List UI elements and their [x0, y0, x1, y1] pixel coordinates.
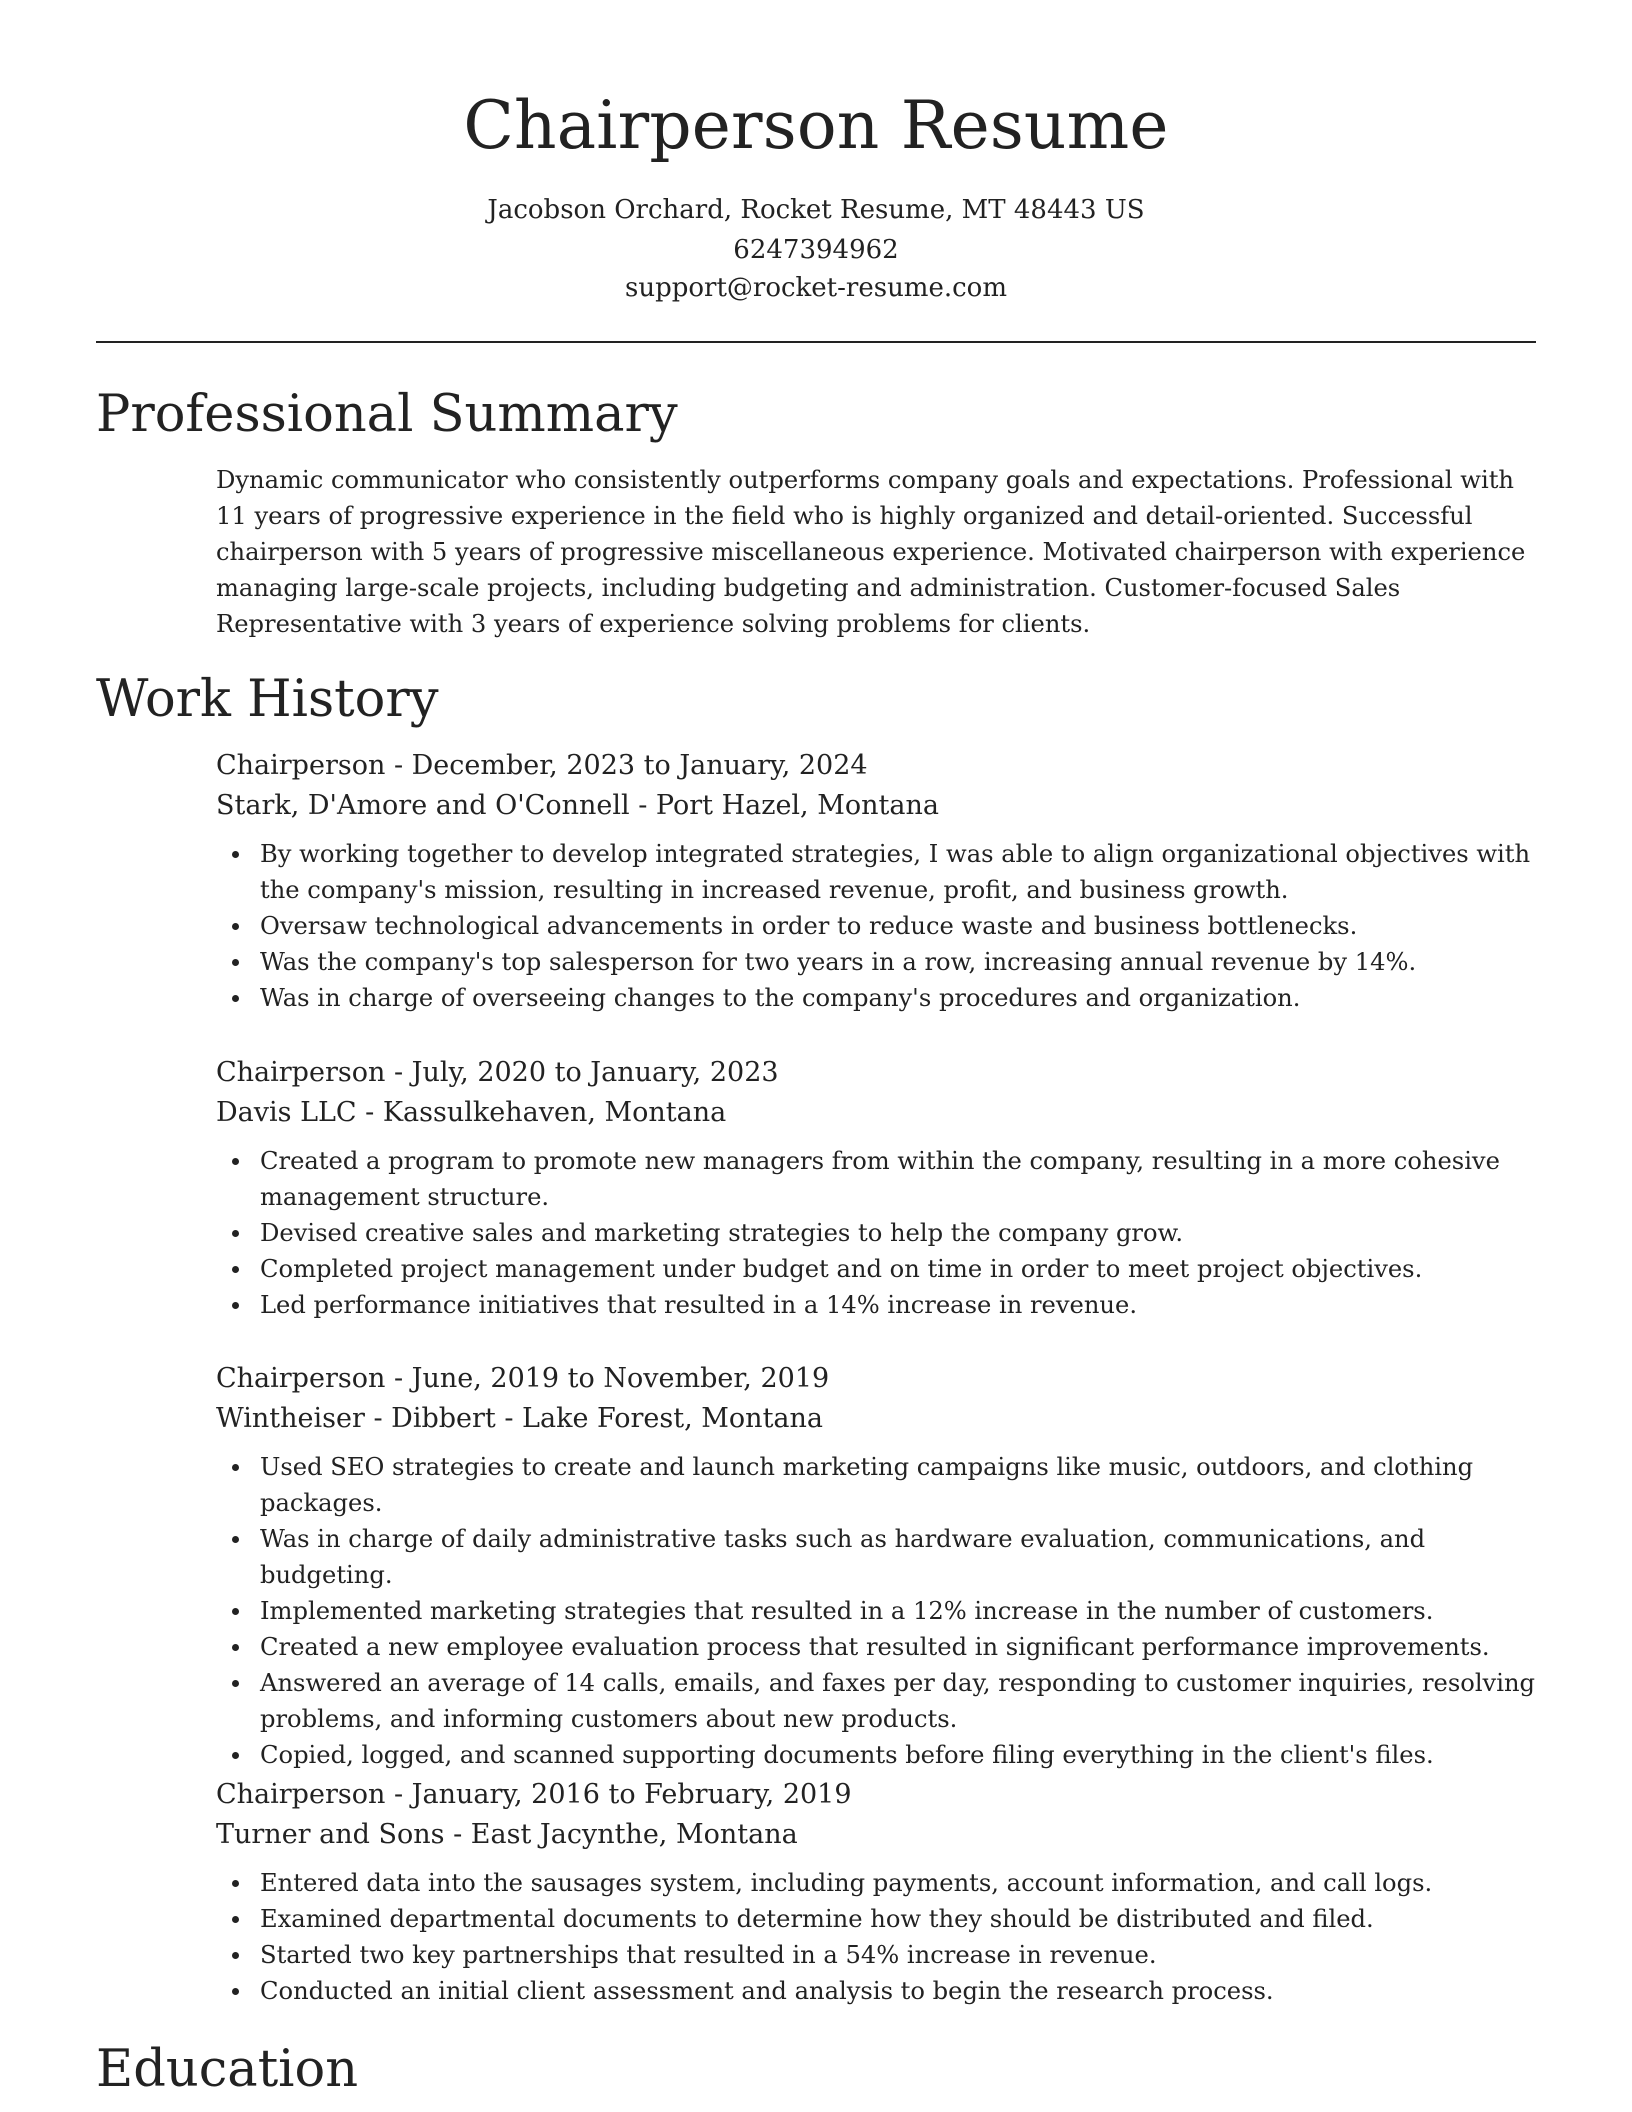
job-bullet-list	[216, 836, 1536, 1016]
job-bullet: Answered an average of 14 calls, emails, and faxes per day, responding to customer inquiries, resolving problems, and informing customers about new products.	[216, 1665, 1536, 1737]
job-bullet: Started two key partnerships that resulted in a 54% increase in revenue.	[216, 1937, 1536, 1973]
job-bullet: Copied, logged, and scanned supporting documents before filing everything in the client's files.	[216, 1737, 1536, 1773]
job-company: Stark, D'Amore and O'Connell - Port Hazel, Montana	[216, 790, 939, 821]
header-divider	[96, 341, 1536, 343]
job-company: Wintheiser - Dibbert - Lake Forest, Montana	[216, 1403, 823, 1434]
job-entry	[216, 1359, 1536, 1773]
job-bullet: Devised creative sales and marketing strategies to help the company grow.	[216, 1215, 1536, 1251]
job-entry	[216, 1775, 1536, 2009]
section-heading-work-history: Work History	[96, 670, 439, 729]
job-bullet: Implemented marketing strategies that resulted in a 12% increase in the number of customers.	[216, 1593, 1536, 1629]
job-title: Chairperson - July, 2020 to January, 2023	[216, 1057, 779, 1088]
section-heading-education: Education	[96, 2040, 359, 2099]
job-bullet: By working together to develop integrated strategies, I was able to align organizational objectives with the company's mission, resulting in increased revenue, profit, and business growth.	[216, 836, 1536, 908]
job-bullet: Created a program to promote new managers from within the company, resulting in a more cohesive management structure.	[216, 1143, 1536, 1215]
job-bullet: Oversaw technological advancements in order to reduce waste and business bottlenecks.	[216, 908, 1536, 944]
job-company: Turner and Sons - East Jacynthe, Montana	[216, 1819, 798, 1850]
job-bullet: Entered data into the sausages system, including payments, account information, and call logs.	[216, 1865, 1536, 1901]
job-bullet: Was the company's top salesperson for two years in a row, increasing annual revenue by 14%.	[216, 944, 1536, 980]
job-bullet: Was in charge of daily administrative tasks such as hardware evaluation, communications, and budgeting.	[216, 1521, 1536, 1593]
page-title: Chairperson Resume	[463, 87, 1169, 164]
job-bullet: Was in charge of overseeing changes to the company's procedures and organization.	[216, 980, 1536, 1016]
job-title: Chairperson - June, 2019 to November, 2019	[216, 1363, 830, 1394]
job-bullet: Examined departmental documents to determine how they should be distributed and filed.	[216, 1901, 1536, 1937]
contact-phone: 6247394962	[733, 235, 899, 265]
job-bullet: Created a new employee evaluation process that resulted in significant performance improvements.	[216, 1629, 1536, 1665]
job-bullet-list	[216, 1143, 1536, 1323]
job-entry	[216, 1053, 1536, 1323]
job-entry	[216, 746, 1536, 1016]
job-bullet-list	[216, 1865, 1536, 2009]
job-bullet: Conducted an initial client assessment and analysis to begin the research process.	[216, 1973, 1536, 2009]
section-heading-summary: Professional Summary	[96, 385, 678, 444]
job-bullet: Led performance initiatives that resulted in a 14% increase in revenue.	[216, 1287, 1536, 1323]
job-bullet: Used SEO strategies to create and launch marketing campaigns like music, outdoors, and clothing packages.	[216, 1449, 1536, 1521]
job-title: Chairperson - January, 2016 to February, 2019	[216, 1779, 852, 1810]
contact-address: Jacobson Orchard, Rocket Resume, MT 48443 US	[487, 195, 1145, 225]
contact-email: support@rocket-resume.com	[624, 273, 1007, 303]
job-company: Davis LLC - Kassulkehaven, Montana	[216, 1097, 727, 1128]
job-title: Chairperson - December, 2023 to January, 2024	[216, 750, 868, 781]
summary-text: Dynamic communicator who consistently outperforms company goals and expectations. Professional with 11 years of progressive experience in the field who is highly organized and detail-oriented. Successful chairperson with 5 years of progressive miscellaneous experience. Motivated chairperson with experience managing large-scale projects, including budgeting and administration. Customer-focused Sales Representative with 3 years of experience solving problems for clients.	[216, 466, 1526, 638]
job-bullet: Completed project management under budget and on time in order to meet project objectives.	[216, 1251, 1536, 1287]
job-bullet-list	[216, 1449, 1536, 1773]
